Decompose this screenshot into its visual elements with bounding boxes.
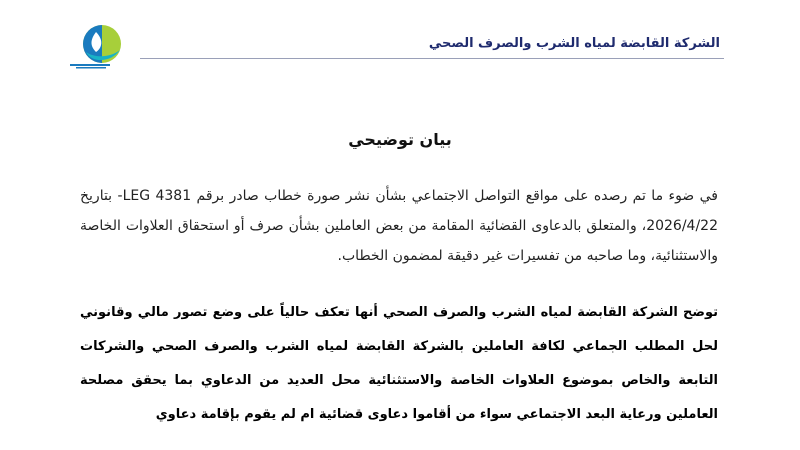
paragraph-statement: توضح الشركة القابضة لمياه الشرب والصرف الصحي أنها تعكف حالياً على وضع تصور مالي وقانوني لحل المطلب الجماعي لكافة العاملين بالشركة القابضة لمياه الشرب والصرف الصحي والشركات التابعة والخاص بموضوع العلاوات الخاصة والاستثنائية محل العديد من الدعاوي بما يحقق مصلحة العاملين ورعاية البعد الاجتماعي سواء من أقاموا دعاوى قضائية ام لم يقوم بإقامة دعاوي	[80, 305, 718, 422]
organization-name: الشركة القابضة لمياه الشرب والصرف الصحي	[428, 36, 720, 51]
header-divider	[140, 58, 724, 59]
paragraph-context: في ضوء ما تم رصده على مواقع التواصل الاجتماعي بشأن نشر صورة خطاب صادر برقم LEG 4381- بتاريخ 2026/4/22، والمتعلق بالدعاوى القضائية المقامة من بعض العاملين بشأن صرف أو استحقاق العلاوات الخاصة والاستثنائية، وما صاحبه من تفسيرات غير دقيقة لمضمون الخطاب.	[80, 188, 718, 264]
letterhead	[0, 0, 800, 80]
document-title: بيان توضيحي	[348, 130, 452, 149]
company-logo	[66, 22, 132, 70]
